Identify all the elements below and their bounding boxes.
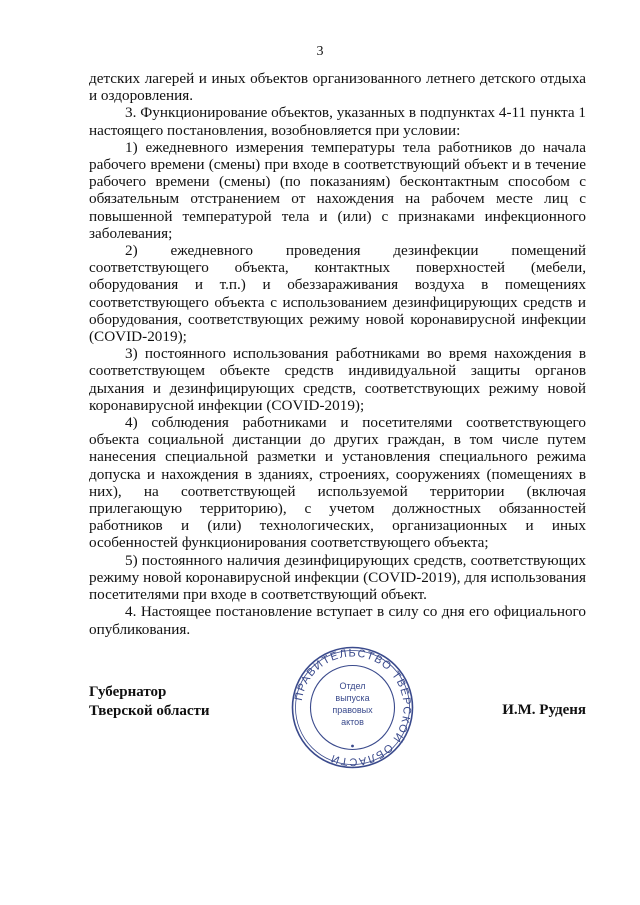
stamp-center-line-1: Отдел bbox=[339, 681, 366, 691]
signatory-title-line2: Тверской области bbox=[89, 703, 210, 719]
signatory-name: И.М. Руденя bbox=[502, 702, 586, 718]
document-body bbox=[89, 70, 586, 638]
paragraph-subitem-3: 3) постоянного использования работниками во время нахождения в соответствующем объекте средств индивидуальной защиты органов дыхания и дезинфицирующих средств, соответствующих режиму новой коронавирусной инфекции (COVID-2019); bbox=[89, 345, 586, 414]
stamp-star-dot bbox=[351, 745, 354, 748]
paragraph-subitem-5: 5) постоянного наличия дезинфицирующих средств, соответствующих режиму новой коронавирусной инфекции (COVID-2019), для использования посетителями при входе в соответствующий объект. bbox=[89, 551, 586, 604]
stamp-center-line-2: выпуска bbox=[335, 693, 370, 703]
stamp-center-line-3: правовых bbox=[332, 705, 373, 715]
paragraph-item-3: 3. Функционирование объектов, указанных в подпунктах 4-11 пункта 1 настоящего постановления, возобновляется при условии: bbox=[89, 104, 586, 139]
signatory-title-line1: Губернатор bbox=[89, 684, 167, 700]
paragraph-subitem-2: 2) ежедневного проведения дезинфекции помещений соответствующего объекта, контактных поверхностей (мебели, оборудования и т.п.) и обеззараживания воздуха в помещениях соответствующего объекта с использованием дезинфицирующих средств и оборудования, соответствующих режиму новой коронавирусной инфекции (COVID-2019); bbox=[89, 242, 586, 346]
paragraph-subitem-4: 4) соблюдения работниками и посетителями соответствующего объекта социальной дистанции до других граждан, в том числе путем нанесения специальной разметки и установления специального режима допуска и нахождения в зданиях, строениях, сооружениях (помещениях в них), на соответствующей используемой территории (включая прилегающую территорию), с учетом должностных обязанностей работников и (или) технологических, организационных и иных особенностей функционирования соответствующего объекта; bbox=[89, 414, 586, 552]
paragraph-item-4: 4. Настоящее постановление вступает в силу со дня его официального опубликования. bbox=[89, 603, 586, 638]
official-stamp bbox=[290, 645, 415, 770]
stamp-center-line-4: актов bbox=[341, 717, 364, 727]
paragraph-subitem-1: 1) ежедневного измерения температуры тела работников до начала рабочего времени (смены) при входе в соответствующий объект и в течение рабочего времени (смены) (по показаниям) бесконтактным способом с обязательным отстранением от нахождения на рабочем месте лиц с повышенной температурой тела и (или) с признаками инфекционного заболевания; bbox=[89, 138, 586, 242]
page-number: 3 bbox=[316, 44, 324, 59]
stamp-ring-textpath: ПРАВИТЕЛЬСТВО ТВЕРСКОЙ ОБЛАСТИ bbox=[292, 647, 413, 768]
paragraph-continuation: детских лагерей и иных объектов организованного летнего детского отдыха и оздоровления. bbox=[89, 70, 586, 105]
signatory-title bbox=[89, 683, 210, 721]
